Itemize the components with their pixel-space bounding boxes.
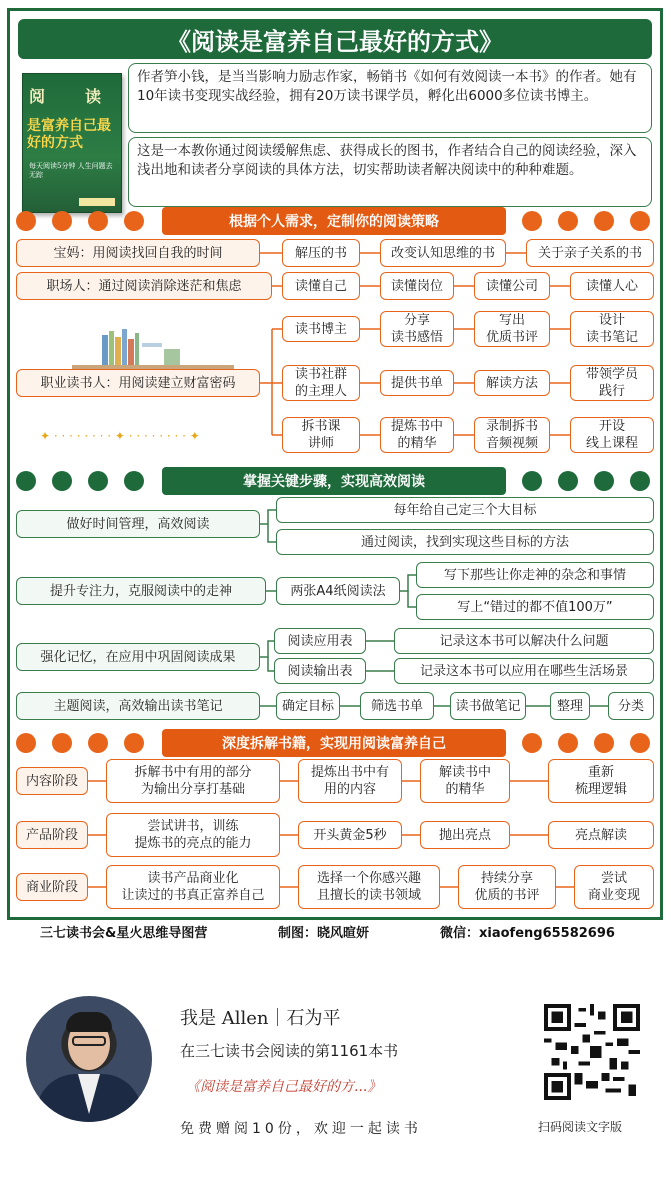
qr-code-icon[interactable] — [544, 1004, 640, 1100]
dot — [630, 211, 650, 231]
book-cover-subtitle: 是富养自己最好的方式 — [27, 118, 111, 151]
memory-table: 阅读输出表 — [274, 658, 366, 684]
theme-step: 筛选书单 — [360, 692, 434, 720]
product-stage-item: 抛出亮点 — [420, 821, 510, 849]
worker-item: 读懂自己 — [282, 272, 360, 300]
pro-branch-item: 设计 读书笔记 — [570, 311, 654, 347]
pro-branch: 拆书课 讲师 — [282, 417, 360, 453]
pro-branch: 读书社群 的主理人 — [282, 365, 360, 401]
dot — [52, 211, 72, 231]
business-stage-item: 选择一个你感兴趣 且擅长的读书领域 — [298, 865, 440, 909]
content-stage-item: 解读书中 的精华 — [420, 759, 510, 803]
pro-branch-item: 解读方法 — [474, 370, 550, 396]
business-stage-item: 持续分享 优质的书评 — [458, 865, 556, 909]
dot — [558, 733, 578, 753]
profile-book: 《阅读是富养自己最好的方...》 — [186, 1079, 382, 1095]
pro-branch-item: 提炼书中 的精华 — [380, 417, 454, 453]
memory-table: 阅读应用表 — [274, 628, 366, 654]
stars-decoration: ✦ · · · · · · · · ✦ · · · · · · · · ✦ — [40, 429, 200, 443]
pro-branch-item: 提供书单 — [380, 370, 454, 396]
content-stage-lead: 拆解书中有用的部分 为输出分享打基础 — [106, 759, 280, 803]
dot — [630, 733, 650, 753]
book-cover-char1: 阅 — [29, 87, 46, 106]
avatar-hair — [66, 1012, 112, 1032]
book-cover-blurb: 每天阅读5分钟 人生问题去无踪 — [29, 162, 113, 179]
author-intro: 作者笋小钱，是当当影响力励志作家，畅销书《如何有效阅读一本书》的作者。她有10年读书变现实战经验，拥有20万读书课学员，孵化出6000多位读书博主。 — [128, 63, 652, 133]
pro-branch-item: 写出 优质书评 — [474, 311, 550, 347]
footer-org: 三七读书会&星火思维导图营 — [40, 926, 208, 941]
footer-wechat: 微信：xiaofeng65582696 — [440, 926, 615, 941]
dot — [522, 211, 542, 231]
mindmap-poster — [7, 8, 663, 920]
pro-branch-item: 录制拆书 音频视频 — [474, 417, 550, 453]
dot — [522, 471, 542, 491]
dot — [52, 471, 72, 491]
pro-branch-item: 分享 读书感悟 — [380, 311, 454, 347]
pro-branch-item: 开设 线上课程 — [570, 417, 654, 453]
time-item: 通过阅读，找到实现这些目标的方法 — [276, 529, 654, 555]
mom-item: 解压的书 — [282, 239, 360, 267]
section1-right-dots — [522, 211, 666, 231]
memory-strategy: 强化记忆，在应用中巩固阅读成果 — [16, 643, 260, 671]
product-stage-lead: 尝试讲书，训练 提炼书的亮点的能力 — [106, 813, 280, 857]
section3-title: 深度拆解书籍，实现用阅读富养自己 — [162, 729, 506, 757]
dot — [88, 471, 108, 491]
dot — [124, 211, 144, 231]
content-stage-item: 提炼出书中有 用的内容 — [298, 759, 402, 803]
dot — [594, 733, 614, 753]
dot — [594, 471, 614, 491]
worker-item: 读懂岗位 — [380, 272, 454, 300]
dot — [16, 471, 36, 491]
focus-strategy: 提升专注力，克服阅读中的走神 — [16, 577, 266, 605]
section3-left-dots — [16, 733, 160, 753]
dot — [558, 471, 578, 491]
theme-reading: 主题阅读，高效输出读书笔记 — [16, 692, 260, 720]
footer-maker: 制图：晓风暄妍 — [278, 926, 370, 941]
bookshelf-icon — [72, 327, 234, 371]
business-stage: 商业阶段 — [16, 873, 88, 901]
content-stage: 内容阶段 — [16, 767, 88, 795]
pro-branch: 读书博主 — [282, 316, 360, 342]
theme-step: 确定目标 — [276, 692, 340, 720]
memory-table-desc: 记录这本书可以应用在哪些生活场景 — [394, 658, 654, 684]
dot — [558, 211, 578, 231]
poster-title: 《阅读是富养自己最好的方式》 — [18, 19, 652, 59]
memory-table-desc: 记录这本书可以解决什么问题 — [394, 628, 654, 654]
dot — [88, 733, 108, 753]
dot — [124, 733, 144, 753]
dot — [52, 733, 72, 753]
time-item: 每年给自己定三个大目标 — [276, 497, 654, 523]
avatar — [26, 996, 152, 1122]
dot — [16, 733, 36, 753]
product-stage: 产品阶段 — [16, 821, 88, 849]
section2-left-dots — [16, 471, 160, 491]
worker-strategy: 职场人：通过阅读消除迷茫和焦虑 — [16, 272, 272, 300]
product-stage-item: 亮点解读 — [548, 821, 654, 849]
dot — [522, 733, 542, 753]
business-stage-item: 尝试 商业变现 — [574, 865, 654, 909]
focus-method: 两张A4纸阅读法 — [276, 577, 400, 605]
pro-reader-strategy: 职业读书人：用阅读建立财富密码 — [16, 369, 260, 397]
theme-step: 整理 — [550, 692, 590, 720]
profile-count: 在三七读书会阅读的第1161本书 — [180, 1042, 399, 1060]
business-stage-lead: 读书产品商业化 让读过的书真正富养自己 — [106, 865, 280, 909]
section2-right-dots — [522, 471, 666, 491]
section1-left-dots — [16, 211, 160, 231]
dot — [16, 211, 36, 231]
mom-item: 关于亲子关系的书 — [526, 239, 654, 267]
worker-item: 读懂人心 — [570, 272, 654, 300]
pro-branch-item: 带领学员 践行 — [570, 365, 654, 401]
dot — [630, 471, 650, 491]
focus-item: 写下那些让你走神的杂念和事情 — [416, 562, 654, 588]
worker-item: 读懂公司 — [474, 272, 550, 300]
book-cover-logo — [79, 198, 115, 206]
product-stage-item: 开头黄金5秒 — [298, 821, 402, 849]
theme-step: 读书做笔记 — [450, 692, 526, 720]
section1-title: 根据个人需求，定制你的阅读策略 — [162, 207, 506, 235]
profile-offer: 免费赠阅10份，欢迎一起读书 — [180, 1121, 422, 1137]
avatar-glasses — [72, 1036, 106, 1046]
book-cover-char2: 读 — [85, 87, 102, 106]
section3-right-dots — [522, 733, 666, 753]
book-cover-image — [22, 73, 122, 213]
theme-step: 分类 — [608, 692, 654, 720]
section2-title: 掌握关键步骤，实现高效阅读 — [162, 467, 506, 495]
time-management: 做好时间管理，高效阅读 — [16, 510, 260, 538]
dot — [124, 471, 144, 491]
book-intro: 这是一本教你通过阅读缓解焦虑、获得成长的图书，作者结合自己的阅读经验，深入浅出地和读者分享阅读的具体方法，切实帮助读者解决阅读中的种种难题。 — [128, 137, 652, 207]
dot — [594, 211, 614, 231]
qr-label: 扫码阅读文字版 — [538, 1120, 623, 1134]
focus-item: 写上“错过的都不值100万” — [416, 594, 654, 620]
dot — [88, 211, 108, 231]
mom-item: 改变认知思维的书 — [380, 239, 506, 267]
content-stage-item: 重新 梳理逻辑 — [548, 759, 654, 803]
profile-name: 我是 Allen｜石为平 — [180, 1008, 341, 1029]
mom-strategy: 宝妈：用阅读找回自我的时间 — [16, 239, 260, 267]
